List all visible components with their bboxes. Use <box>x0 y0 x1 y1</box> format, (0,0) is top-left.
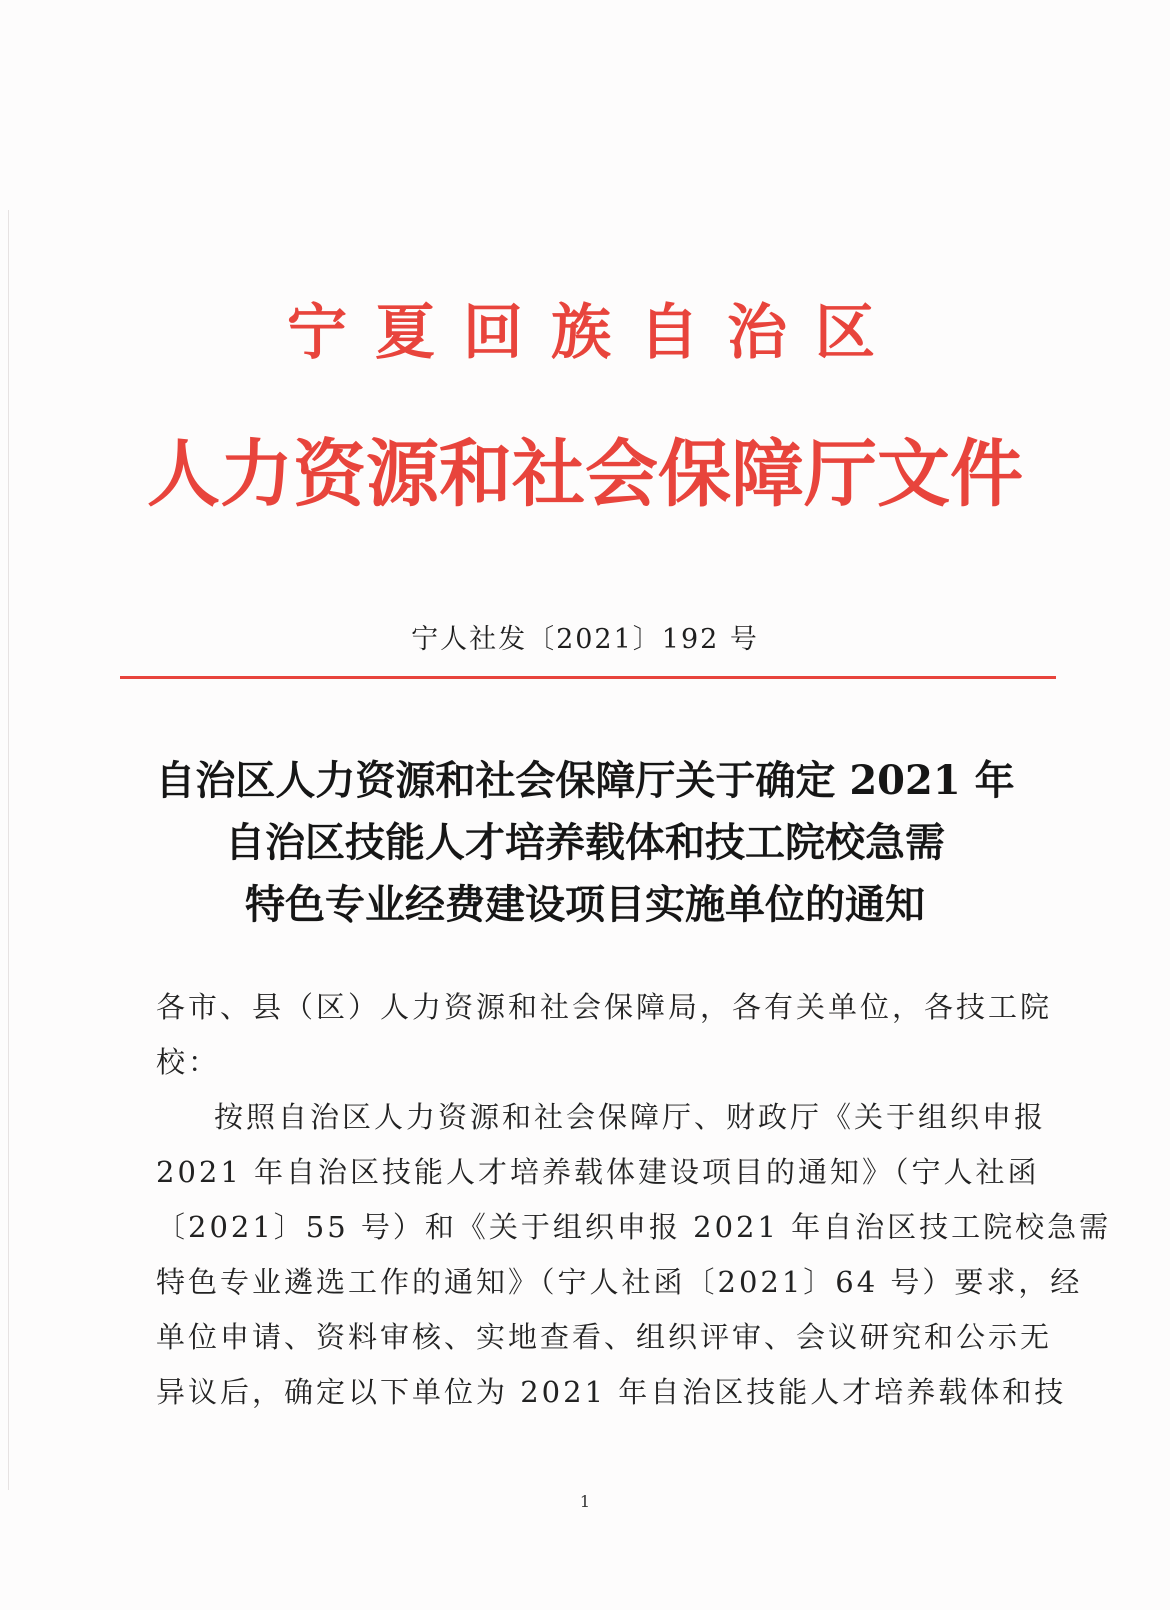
page-number: 1 <box>579 1492 591 1511</box>
issuer-region-heading: 宁夏回族自治区 <box>287 298 903 368</box>
document-body <box>156 980 1112 1420</box>
paragraph-line-4: 特色专业遴选工作的通知》（宁人社函〔2021〕64 号）要求，经 <box>156 1265 1083 1299</box>
salutation-line-1: 各市、县（区）人力资源和社会保障局，各有关单位，各技工院 <box>156 990 1053 1024</box>
paragraph-line-5: 单位申请、资料审核、实地查看、组织评审、会议研究和公示无 <box>156 1320 1053 1354</box>
document-title <box>0 750 1170 936</box>
document-number: 宁人社发〔2021〕192 号 <box>411 624 759 655</box>
title-line-2: 自治区技能人才培养载体和技工院校急需 <box>225 819 945 866</box>
title-line-1: 自治区人力资源和社会保障厅关于确定 2021 年 <box>155 757 1015 804</box>
paragraph-line-6: 异议后，确定以下单位为 2021 年自治区技能人才培养载体和技 <box>156 1375 1067 1409</box>
title-line-3: 特色专业经费建设项目实施单位的通知 <box>245 881 925 928</box>
paragraph-line-3: 〔2021〕55 号）和《关于组织申报 2021 年自治区技工院校急需 <box>156 1210 1112 1244</box>
paragraph-line-2: 2021 年自治区技能人才培养载体建设项目的通知》（宁人社函 <box>156 1155 1040 1189</box>
red-separator-line <box>120 676 1056 679</box>
salutation-line-2: 校： <box>156 1045 221 1079</box>
issuer-department-heading: 人力资源和社会保障厅文件 <box>147 431 1023 517</box>
paragraph-line-1: 按照自治区人力资源和社会保障厅、财政厅《关于组织申报 <box>214 1100 1047 1134</box>
